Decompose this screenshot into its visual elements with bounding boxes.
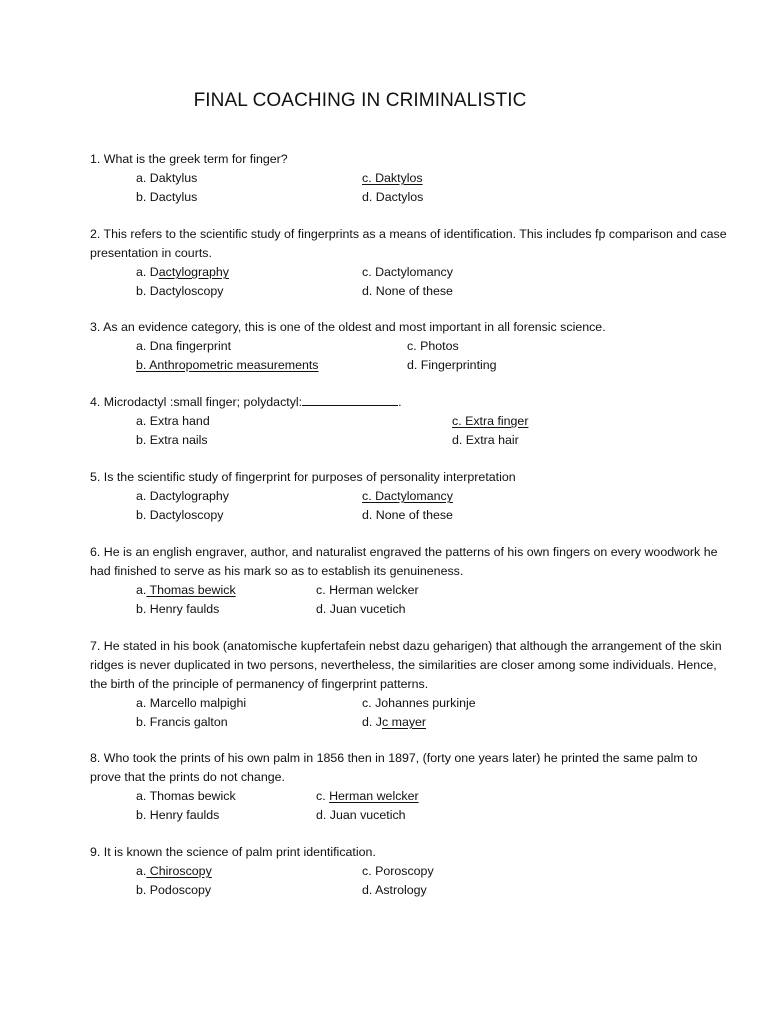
question-9 bbox=[90, 843, 730, 900]
answer-options bbox=[90, 862, 730, 900]
option-d: d. Astrology bbox=[362, 883, 427, 897]
question-7 bbox=[90, 637, 730, 732]
option-b: b. Anthropometric measurements bbox=[136, 358, 319, 372]
option-a: a. Thomas bewick bbox=[136, 583, 236, 597]
question-text: 1. What is the greek term for finger? bbox=[90, 152, 288, 166]
question-text: 4. Microdactyl :small finger; polydactyl: . bbox=[90, 395, 402, 409]
option-b: b. Henry faulds bbox=[136, 602, 220, 616]
option-d: d. Jc mayer bbox=[362, 715, 427, 729]
option-d: d. Dactylos bbox=[362, 190, 424, 204]
option-b: b. Podoscopy bbox=[136, 883, 212, 897]
question-text: 9. It is known the science of palm print identification. bbox=[90, 845, 376, 859]
option-c: c. Poroscopy bbox=[362, 864, 434, 878]
option-b: b. Dactyloscopy bbox=[136, 508, 224, 522]
option-d: d. Juan vucetich bbox=[316, 808, 406, 822]
question-1 bbox=[90, 150, 730, 207]
question-2 bbox=[90, 225, 730, 301]
option-d: d. Fingerprinting bbox=[407, 358, 497, 372]
answer-options bbox=[90, 263, 730, 301]
answer-blank bbox=[302, 393, 398, 406]
option-b: b. Extra nails bbox=[136, 433, 208, 447]
question-4 bbox=[90, 393, 730, 450]
question-text: 2. This refers to the scientific study of fingerprints as a means of identification. This includes fp comparison and case presentation in courts. bbox=[90, 227, 727, 260]
option-c: c. Dactylomancy bbox=[362, 265, 453, 279]
question-5 bbox=[90, 468, 730, 525]
option-c: c. Dactylomancy bbox=[362, 489, 453, 503]
option-c: c. Extra finger bbox=[452, 414, 529, 428]
option-a: a. Dna fingerprint bbox=[136, 339, 232, 353]
option-d: d. None of these bbox=[362, 284, 453, 298]
question-text: 6. He is an english engraver, author, and naturalist engraved the patterns of his own fingers on every woodwork he had finished to serve as his mark so as to establish its genuineness. bbox=[90, 545, 718, 578]
option-a: a. Dactylography bbox=[136, 265, 229, 279]
option-c: c. Photos bbox=[407, 339, 459, 353]
option-a: a. Marcello malpighi bbox=[136, 696, 247, 710]
option-a: a. Daktylus bbox=[136, 171, 198, 185]
option-d: d. Juan vucetich bbox=[316, 602, 406, 616]
option-b: b. Dactylus bbox=[136, 190, 198, 204]
option-c: c. Johannes purkinje bbox=[362, 696, 476, 710]
question-8 bbox=[90, 749, 730, 825]
option-a: a. Thomas bewick bbox=[136, 789, 236, 803]
answer-options bbox=[90, 487, 730, 525]
answer-options bbox=[90, 787, 730, 825]
answer-options bbox=[90, 169, 730, 207]
question-text: 8. Who took the prints of his own palm in 1856 then in 1897, (forty one years later) he printed the same palm to prove that the prints do not change. bbox=[90, 751, 698, 784]
option-a: a. Chiroscopy bbox=[136, 864, 212, 878]
option-d: d. Extra hair bbox=[452, 433, 519, 447]
option-a: a. Extra hand bbox=[136, 414, 210, 428]
answer-options bbox=[90, 337, 730, 375]
question-6 bbox=[90, 543, 730, 619]
option-a: a. Dactylography bbox=[136, 489, 229, 503]
option-c: c. Herman welcker bbox=[316, 583, 419, 597]
question-text: 7. He stated in his book (anatomische kupfertafein nebst dazu geharigen) that although the arrangement of the skin ridges is never duplicated in two persons, nevertheless, the similarities are closer among some individuals. Hence, the birth of the principle of permanency of fingerprint patterns. bbox=[90, 639, 722, 691]
question-3 bbox=[90, 318, 730, 375]
option-b: b. Francis galton bbox=[136, 715, 228, 729]
answer-options bbox=[90, 412, 730, 450]
page-title: FINAL COACHING IN CRIMINALISTIC bbox=[193, 90, 527, 111]
option-b: b. Dactyloscopy bbox=[136, 284, 224, 298]
answer-options bbox=[90, 581, 730, 619]
question-text: 5. Is the scientific study of fingerprint for purposes of personality interpretation bbox=[90, 470, 516, 484]
option-b: b. Henry faulds bbox=[136, 808, 220, 822]
option-c: c. Daktylos bbox=[362, 171, 423, 185]
option-d: d. None of these bbox=[362, 508, 453, 522]
answer-options bbox=[90, 694, 730, 732]
option-c: c. Herman welcker bbox=[316, 789, 419, 803]
question-text: 3. As an evidence category, this is one of the oldest and most important in all forensic science. bbox=[90, 320, 606, 334]
